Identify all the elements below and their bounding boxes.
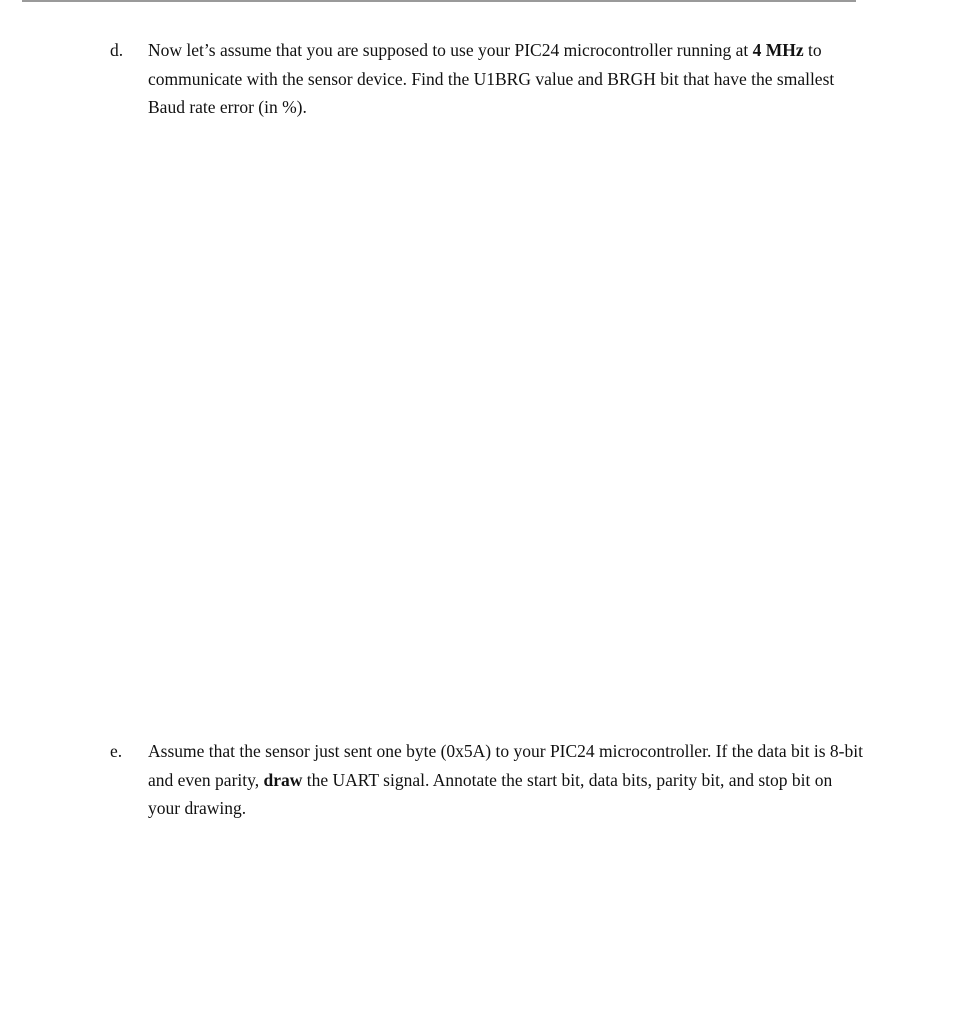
question-e-bold-term: draw — [263, 769, 303, 790]
question-d-text-part2: to communicate with the sensor device. Find the U1BRG value and BRGH bit that have the smallest Baud rate error (in %). — [148, 40, 835, 117]
question-d — [110, 36, 870, 122]
question-d-text-part1: Now let’s assume that you are supposed to use your PIC24 microcontroller running at — [148, 40, 753, 60]
question-e-text-part2: the UART signal. Annotate the start bit, data bits, parity bit, and stop bit on your drawing. — [148, 769, 833, 818]
question-e-text — [148, 737, 868, 823]
top-divider — [22, 0, 856, 2]
question-e — [110, 737, 870, 823]
question-d-text — [148, 36, 868, 122]
question-d-letter: d. — [110, 40, 124, 60]
question-e-letter: e. — [110, 741, 123, 761]
question-e-text-part1: Assume that the sensor just sent one byte (0x5A) to your PIC24 microcontroller. If the data bit is 8-bit and even parity, — [148, 741, 863, 790]
question-d-bold-term: 4 MHz — [752, 40, 804, 60]
